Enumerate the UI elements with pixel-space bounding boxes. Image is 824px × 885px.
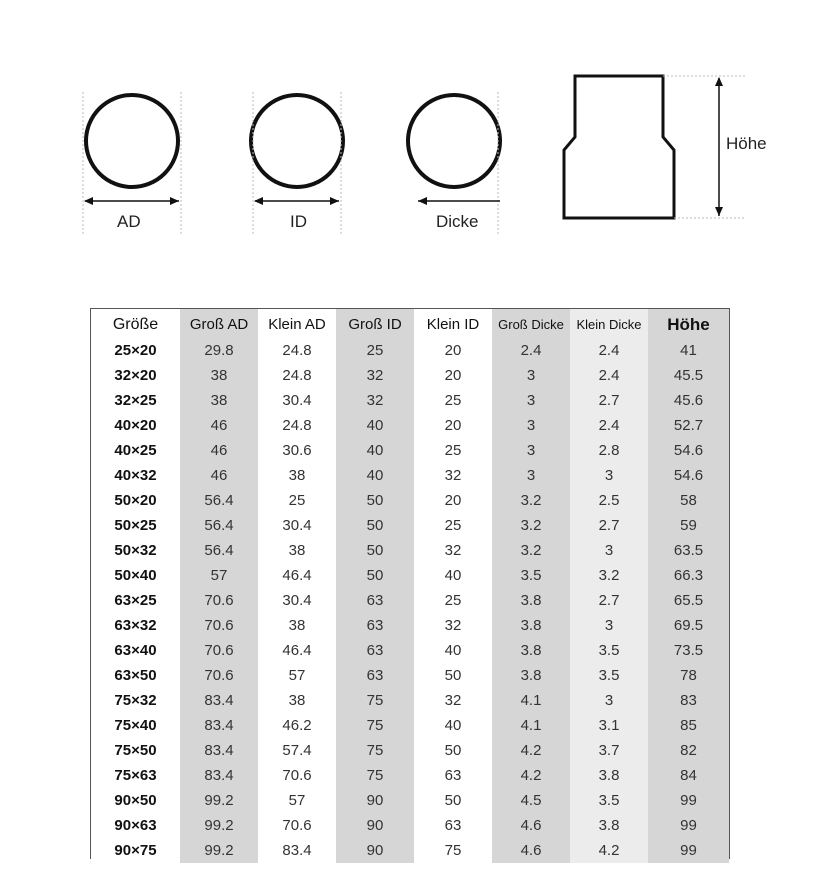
- table-row: [91, 788, 729, 813]
- hoehe-cell: 65.5: [648, 588, 729, 613]
- klein-dicke-cell: 2.7: [570, 388, 648, 413]
- klein-dicke-cell: 4.2: [570, 838, 648, 863]
- klein-dicke-cell: 3.5: [570, 663, 648, 688]
- klein-ad-cell: 25: [258, 488, 336, 513]
- klein-ad-cell: 30.4: [258, 588, 336, 613]
- gross-id-cell: 32: [336, 388, 414, 413]
- size-cell: 75×50: [91, 738, 180, 763]
- klein-ad-cell: 70.6: [258, 813, 336, 838]
- dimension-diagram: [0, 0, 824, 270]
- hoehe-cell: 99: [648, 838, 729, 863]
- table-row: [91, 588, 729, 613]
- klein-ad-cell: 57: [258, 663, 336, 688]
- table-row: [91, 413, 729, 438]
- klein-dicke-cell: 2.8: [570, 438, 648, 463]
- hoehe-cell: 54.6: [648, 438, 729, 463]
- size-cell: 40×25: [91, 438, 180, 463]
- gross-id-cell: 63: [336, 588, 414, 613]
- klein-dicke-cell: 2.4: [570, 413, 648, 438]
- klein-id-cell: 75: [414, 838, 492, 863]
- gross-ad-cell: 70.6: [180, 588, 258, 613]
- table-row: [91, 638, 729, 663]
- table-header-row: [91, 309, 729, 338]
- hoehe-cell: 69.5: [648, 613, 729, 638]
- gross-id-cell: 50: [336, 513, 414, 538]
- hoehe-cell: 41: [648, 338, 729, 363]
- gross-id-cell: 90: [336, 788, 414, 813]
- gross-dicke-cell: 4.5: [492, 788, 570, 813]
- klein-id-cell: 32: [414, 613, 492, 638]
- hoehe-label: Höhe: [726, 134, 767, 153]
- size-cell: 40×20: [91, 413, 180, 438]
- hoehe-cell: 78: [648, 663, 729, 688]
- klein-id-cell: 40: [414, 713, 492, 738]
- gross-ad-cell: 99.2: [180, 788, 258, 813]
- gross-id-cell: 40: [336, 463, 414, 488]
- size-cell: 50×20: [91, 488, 180, 513]
- gross-dicke-cell: 3.8: [492, 638, 570, 663]
- header-klein-id: Klein ID: [414, 309, 492, 338]
- gross-id-cell: 90: [336, 838, 414, 863]
- hoehe-cell: 85: [648, 713, 729, 738]
- gross-dicke-cell: 3: [492, 388, 570, 413]
- gross-ad-cell: 56.4: [180, 513, 258, 538]
- gross-dicke-cell: 3.2: [492, 488, 570, 513]
- table-row: [91, 488, 729, 513]
- klein-ad-cell: 46.4: [258, 563, 336, 588]
- hoehe-cell: 63.5: [648, 538, 729, 563]
- klein-ad-cell: 38: [258, 538, 336, 563]
- table-row: [91, 513, 729, 538]
- hoehe-cell: 45.6: [648, 388, 729, 413]
- klein-id-cell: 32: [414, 688, 492, 713]
- gross-id-cell: 75: [336, 688, 414, 713]
- klein-dicke-cell: 2.7: [570, 513, 648, 538]
- gross-id-cell: 40: [336, 438, 414, 463]
- klein-dicke-cell: 2.7: [570, 588, 648, 613]
- size-cell: 90×50: [91, 788, 180, 813]
- gross-id-cell: 32: [336, 363, 414, 388]
- gross-id-cell: 63: [336, 638, 414, 663]
- hoehe-cell: 54.6: [648, 463, 729, 488]
- klein-id-cell: 32: [414, 538, 492, 563]
- klein-dicke-cell: 3.5: [570, 788, 648, 813]
- klein-id-cell: 25: [414, 388, 492, 413]
- gross-ad-cell: 46: [180, 438, 258, 463]
- gross-dicke-cell: 3: [492, 363, 570, 388]
- hoehe-cell: 52.7: [648, 413, 729, 438]
- table-row: [91, 438, 729, 463]
- gross-ad-cell: 38: [180, 388, 258, 413]
- gross-ad-cell: 83.4: [180, 738, 258, 763]
- table-row: [91, 663, 729, 688]
- size-table: [91, 309, 729, 863]
- klein-ad-cell: 24.8: [258, 338, 336, 363]
- klein-id-cell: 50: [414, 788, 492, 813]
- hoehe-cell: 73.5: [648, 638, 729, 663]
- gross-dicke-cell: 3: [492, 463, 570, 488]
- klein-dicke-cell: 3: [570, 463, 648, 488]
- table-row: [91, 713, 729, 738]
- gross-ad-cell: 70.6: [180, 638, 258, 663]
- klein-dicke-cell: 3.7: [570, 738, 648, 763]
- klein-ad-cell: 83.4: [258, 838, 336, 863]
- hoehe-cell: 84: [648, 763, 729, 788]
- table-body: [91, 338, 729, 863]
- table-row: [91, 363, 729, 388]
- klein-id-cell: 50: [414, 738, 492, 763]
- klein-ad-cell: 24.8: [258, 413, 336, 438]
- gross-id-cell: 63: [336, 663, 414, 688]
- size-cell: 25×20: [91, 338, 180, 363]
- gross-ad-cell: 29.8: [180, 338, 258, 363]
- dicke-label: Dicke: [436, 212, 479, 231]
- klein-ad-cell: 30.6: [258, 438, 336, 463]
- gross-id-cell: 50: [336, 563, 414, 588]
- gross-dicke-cell: 3.8: [492, 613, 570, 638]
- klein-id-cell: 40: [414, 563, 492, 588]
- gross-dicke-cell: 4.1: [492, 688, 570, 713]
- header-klein-dicke: Klein Dicke: [570, 309, 648, 338]
- gross-id-cell: 25: [336, 338, 414, 363]
- size-cell: 63×40: [91, 638, 180, 663]
- hoehe-cell: 82: [648, 738, 729, 763]
- gross-dicke-cell: 4.2: [492, 738, 570, 763]
- hoehe-cell: 99: [648, 813, 729, 838]
- hoehe-cell: 45.5: [648, 363, 729, 388]
- klein-dicke-cell: 3.8: [570, 763, 648, 788]
- klein-ad-cell: 30.4: [258, 513, 336, 538]
- size-cell: 75×32: [91, 688, 180, 713]
- table-row: [91, 813, 729, 838]
- klein-dicke-cell: 3: [570, 538, 648, 563]
- gross-dicke-cell: 4.6: [492, 813, 570, 838]
- size-cell: 90×63: [91, 813, 180, 838]
- table-row: [91, 613, 729, 638]
- size-cell: 90×75: [91, 838, 180, 863]
- klein-id-cell: 20: [414, 338, 492, 363]
- gross-dicke-cell: 3.8: [492, 663, 570, 688]
- size-cell: 40×32: [91, 463, 180, 488]
- table-row: [91, 463, 729, 488]
- gross-ad-cell: 70.6: [180, 613, 258, 638]
- klein-id-cell: 20: [414, 413, 492, 438]
- header-gross-id: Groß ID: [336, 309, 414, 338]
- table-row: [91, 738, 729, 763]
- gross-ad-cell: 56.4: [180, 488, 258, 513]
- size-cell: 50×25: [91, 513, 180, 538]
- klein-id-cell: 20: [414, 363, 492, 388]
- size-cell: 75×63: [91, 763, 180, 788]
- header-gross-ad: Groß AD: [180, 309, 258, 338]
- gross-ad-cell: 99.2: [180, 838, 258, 863]
- klein-ad-cell: 70.6: [258, 763, 336, 788]
- gross-id-cell: 40: [336, 413, 414, 438]
- hoehe-cell: 58: [648, 488, 729, 513]
- size-cell: 32×25: [91, 388, 180, 413]
- klein-ad-cell: 57: [258, 788, 336, 813]
- klein-ad-cell: 38: [258, 613, 336, 638]
- gross-ad-cell: 57: [180, 563, 258, 588]
- gross-ad-cell: 83.4: [180, 688, 258, 713]
- klein-id-cell: 63: [414, 763, 492, 788]
- ad-label: AD: [117, 212, 141, 231]
- gross-dicke-cell: 3.2: [492, 538, 570, 563]
- gross-dicke-cell: 3.2: [492, 513, 570, 538]
- klein-dicke-cell: 2.5: [570, 488, 648, 513]
- table-row: [91, 838, 729, 863]
- size-cell: 63×32: [91, 613, 180, 638]
- gross-id-cell: 75: [336, 738, 414, 763]
- klein-dicke-cell: 3.5: [570, 638, 648, 663]
- gross-dicke-cell: 4.6: [492, 838, 570, 863]
- gross-ad-cell: 46: [180, 463, 258, 488]
- klein-dicke-cell: 3.8: [570, 813, 648, 838]
- klein-dicke-cell: 3.1: [570, 713, 648, 738]
- gross-ad-cell: 83.4: [180, 713, 258, 738]
- header-hoehe: Höhe: [648, 309, 729, 338]
- table-row: [91, 688, 729, 713]
- table-row: [91, 538, 729, 563]
- gross-dicke-cell: 3: [492, 438, 570, 463]
- gross-id-cell: 50: [336, 538, 414, 563]
- gross-dicke-cell: 2.4: [492, 338, 570, 363]
- klein-dicke-cell: 3: [570, 613, 648, 638]
- klein-ad-cell: 38: [258, 463, 336, 488]
- klein-id-cell: 25: [414, 588, 492, 613]
- header-klein-ad: Klein AD: [258, 309, 336, 338]
- klein-ad-cell: 38: [258, 688, 336, 713]
- klein-dicke-cell: 3.2: [570, 563, 648, 588]
- klein-ad-cell: 30.4: [258, 388, 336, 413]
- klein-id-cell: 50: [414, 663, 492, 688]
- size-cell: 32×20: [91, 363, 180, 388]
- gross-ad-cell: 38: [180, 363, 258, 388]
- hoehe-cell: 66.3: [648, 563, 729, 588]
- size-cell: 50×32: [91, 538, 180, 563]
- table-row: [91, 338, 729, 363]
- gross-dicke-cell: 3.8: [492, 588, 570, 613]
- table-row: [91, 563, 729, 588]
- gross-id-cell: 63: [336, 613, 414, 638]
- table-row: [91, 763, 729, 788]
- size-cell: 50×40: [91, 563, 180, 588]
- hoehe-cell: 59: [648, 513, 729, 538]
- gross-ad-cell: 83.4: [180, 763, 258, 788]
- klein-ad-cell: 46.4: [258, 638, 336, 663]
- klein-ad-cell: 24.8: [258, 363, 336, 388]
- gross-dicke-cell: 4.2: [492, 763, 570, 788]
- hoehe-cell: 99: [648, 788, 729, 813]
- gross-id-cell: 75: [336, 763, 414, 788]
- klein-ad-cell: 57.4: [258, 738, 336, 763]
- gross-dicke-cell: 3: [492, 413, 570, 438]
- size-table-container: [90, 308, 730, 859]
- klein-id-cell: 25: [414, 438, 492, 463]
- klein-id-cell: 20: [414, 488, 492, 513]
- klein-dicke-cell: 2.4: [570, 363, 648, 388]
- gross-id-cell: 90: [336, 813, 414, 838]
- size-cell: 63×50: [91, 663, 180, 688]
- gross-id-cell: 75: [336, 713, 414, 738]
- table-row: [91, 388, 729, 413]
- gross-dicke-cell: 3.5: [492, 563, 570, 588]
- gross-id-cell: 50: [336, 488, 414, 513]
- klein-id-cell: 32: [414, 463, 492, 488]
- header-gross-dicke: Groß Dicke: [492, 309, 570, 338]
- hoehe-diagram: [564, 76, 746, 218]
- hoehe-cell: 83: [648, 688, 729, 713]
- header-groesse: Größe: [91, 309, 180, 338]
- klein-dicke-cell: 3: [570, 688, 648, 713]
- size-cell: 63×25: [91, 588, 180, 613]
- klein-id-cell: 25: [414, 513, 492, 538]
- gross-ad-cell: 46: [180, 413, 258, 438]
- klein-ad-cell: 46.2: [258, 713, 336, 738]
- gross-ad-cell: 99.2: [180, 813, 258, 838]
- size-cell: 75×40: [91, 713, 180, 738]
- gross-ad-cell: 56.4: [180, 538, 258, 563]
- gross-dicke-cell: 4.1: [492, 713, 570, 738]
- klein-dicke-cell: 2.4: [570, 338, 648, 363]
- id-label: ID: [290, 212, 307, 231]
- klein-id-cell: 40: [414, 638, 492, 663]
- gross-ad-cell: 70.6: [180, 663, 258, 688]
- klein-id-cell: 63: [414, 813, 492, 838]
